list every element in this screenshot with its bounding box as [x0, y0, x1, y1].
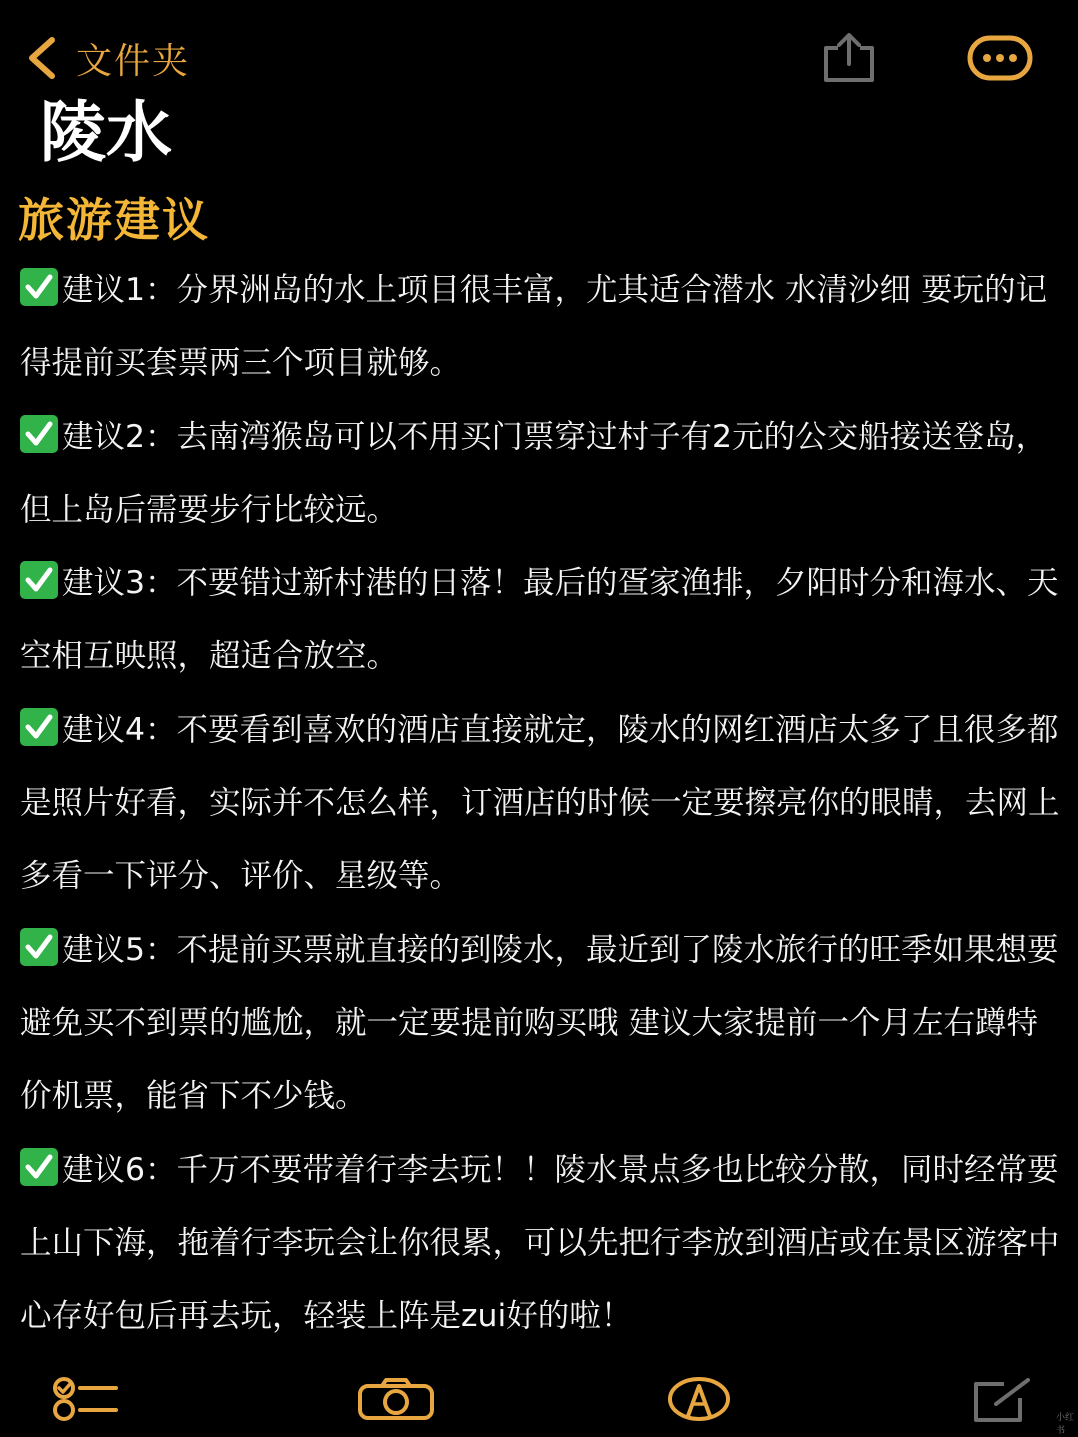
check-mark-icon: [20, 928, 58, 966]
tip-text: 建议5：不提前买票就直接的到陵水，最近到了陵水旅行的旺季如果想要避免买不到票的尴尬，就一定要提前购买哦 建议大家提前一个月左右蹲特价机票，能省下不少钱。: [20, 931, 1059, 1115]
chevron-left-icon: [22, 34, 62, 82]
tip-text: 建议1：分界洲岛的水上项目很丰富，尤其适合潜水 水清沙细 要玩的记得提前买套票两三个项目就够。: [20, 272, 1048, 382]
tip-text: 建议4：不要看到喜欢的酒店直接就定，陵水的网红酒店太多了且很多都是照片好看，实际并不怎么样，订酒店的时候一定要擦亮你的眼睛，去网上多看一下评分、评价、星级等。: [20, 711, 1060, 895]
tip-item: [20, 254, 1060, 401]
tip-item: [20, 401, 1060, 548]
check-mark-icon: [20, 1148, 58, 1186]
note-subtitle: 旅游建议: [18, 193, 210, 247]
markup-pen-icon[interactable]: [666, 1376, 732, 1422]
tip-text: 建议2：去南湾猴岛可以不用买门票穿过村子有2元的公交船接送登岛，但上岛后需要步行比较远。: [20, 418, 1048, 528]
checklist-icon[interactable]: [48, 1376, 120, 1422]
more-icon[interactable]: [966, 34, 1034, 82]
check-mark-icon: [20, 561, 58, 599]
back-button[interactable]: [22, 34, 190, 82]
tip-item: [20, 694, 1060, 914]
tip-item: [20, 914, 1060, 1134]
share-icon[interactable]: [818, 30, 880, 86]
check-mark-icon: [20, 708, 58, 746]
note-title: 陵水: [40, 94, 172, 171]
watermark: 小红书: [1056, 1413, 1075, 1436]
note-body[interactable]: [20, 254, 1060, 1353]
bottom-toolbar: [0, 1366, 1078, 1437]
tip-item: [20, 1134, 1060, 1354]
tip-item: [20, 547, 1060, 694]
camera-icon[interactable]: [356, 1378, 436, 1422]
tip-text: 建议3：不要错过新村港的日落！最后的疍家渔排，夕阳时分和海水、天空相互映照，超适合放空。: [20, 565, 1059, 675]
check-mark-icon: [20, 415, 58, 453]
compose-icon[interactable]: [970, 1376, 1034, 1426]
tip-text: 建议6：千万不要带着行李去玩！！陵水景点多也比较分散，同时经常要上山下海，拖着行李玩会让你很累，可以先把行李放到酒店或在景区游客中心存好包后再去玩，轻装上阵是zui好的啦！: [20, 1151, 1060, 1335]
check-mark-icon: [20, 268, 58, 306]
back-button-label: 文件夹: [76, 40, 191, 82]
